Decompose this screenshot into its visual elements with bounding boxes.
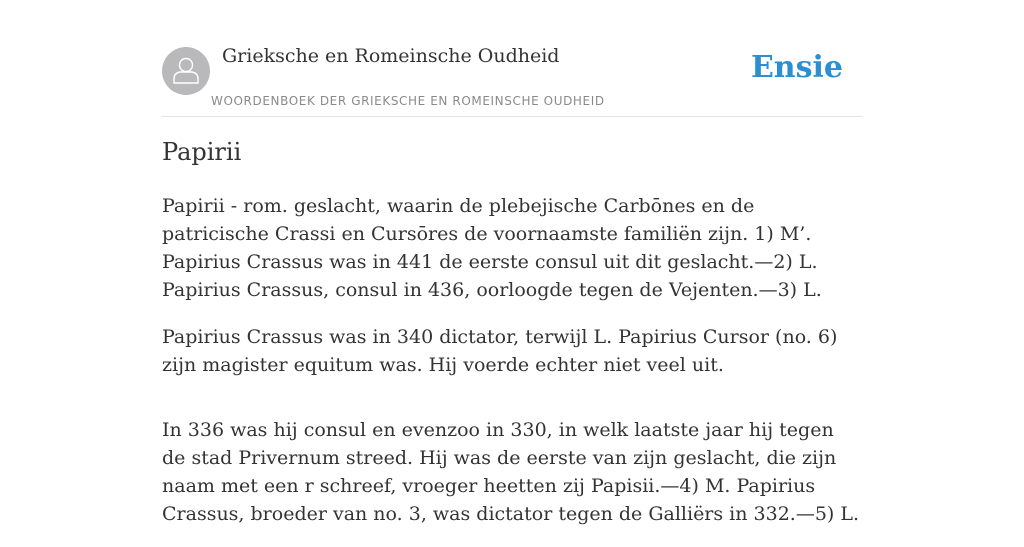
article-body bbox=[162, 192, 862, 547]
source-header bbox=[162, 0, 862, 117]
source-subtitle: WOORDENBOEK DER GRIEKSCHE EN ROMEINSCHE OUDHEID bbox=[211, 94, 605, 108]
article-paragraph: Papirii - rom. geslacht, waarin de plebejische Carbōnes en de patricische Crassi en Cursōres de voornaamste familiën zijn. 1) M’. Papirius Crassus was in 441 de eerste consul uit dit geslacht.—2) L. Papirius Crassus, consul in 436, oorloogde tegen de Vejenten.—3) L. bbox=[162, 195, 822, 301]
article-paragraph: In 336 was hij consul en evenzoo in 330, in welk laatste jaar hij tegen de stad Privernum streed. Hij was de eerste van zijn geslacht, die zijn naam met een r schreef, vroeger heetten zij Papisii.—4) M. Papirius Crassus, broeder van no. 3, was dictator tegen de Galliërs in 332.—5) L. bbox=[162, 419, 860, 525]
brand-logo[interactable]: Ensie bbox=[750, 50, 843, 85]
source-title[interactable]: Grieksche en Romeinsche Oudheid bbox=[222, 45, 560, 67]
page-container bbox=[162, 0, 862, 525]
article-paragraph: Papirius Crassus was in 340 dictator, terwijl L. Papirius Cursor (no. 6) zijn magister equitum was. Hij voerde echter niet veel uit. bbox=[162, 326, 838, 376]
page-title: Papirii bbox=[162, 138, 242, 166]
user-icon[interactable] bbox=[162, 47, 210, 95]
